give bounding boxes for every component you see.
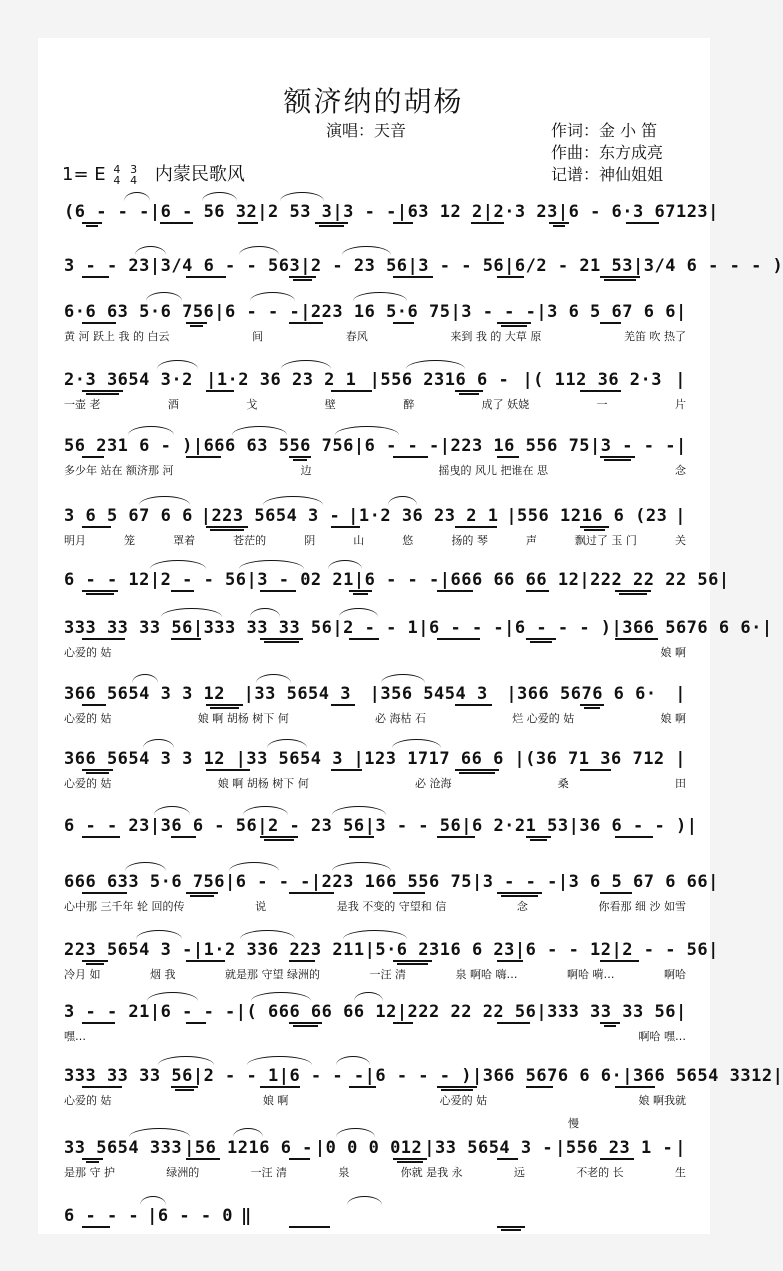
rhythm-underlines [64,1022,686,1024]
measure: | [675,684,686,704]
lyric-fragment: 娘 啊 胡杨 树下 何 [217,777,309,790]
measure: |6 - - - [214,302,301,322]
measure: |3 - - - [590,436,676,456]
measure: |5·6 2316 6 23 [364,940,515,960]
measure: |6 - 56 32 [149,202,258,222]
measure: 6 - - - [64,1206,140,1226]
measure: |3 - 02 21 [246,570,354,590]
lyric-fragment: 必 海枯 石 [375,712,426,725]
lyric-fragment: 娘 啊 胡杨 树下 何 [197,712,289,725]
measure: |6 - - - ) [364,1066,472,1086]
lyric-line [64,396,686,412]
measure: ‖ [241,1206,252,1226]
lyric-fragment: 边 [300,464,312,477]
lyric-fragment: 娘 啊 [660,712,686,725]
lyric-line [64,710,686,726]
lyric-fragment: 必 沧海 [415,777,452,790]
lyric-fragment: 壁 [324,398,336,411]
measure: | [761,618,773,638]
measure: | [718,570,730,590]
measure: 223 5654 3 - [64,940,193,960]
measure: |1·2 36 23 2 1 [206,370,357,390]
measure: |3 - - - [471,872,558,892]
rhythm-underlines [64,1086,686,1088]
measure: |1·2 336 223 211 [192,940,365,960]
rhythm-underlines [64,704,686,706]
lyric-fragment: 阴 [304,534,316,547]
lyric-fragment: 烟 我 [150,968,176,981]
style-note: 内蒙民歌风 [154,164,245,185]
measure: |(36 71 36 712 [514,749,665,769]
measure: |6 - - 0 [147,1206,234,1226]
measure: |6 - - - [418,618,505,638]
notation-line [64,502,686,526]
extra-lyric: 慢 [568,1117,579,1130]
rhythm-underlines [64,892,686,894]
notation-line [64,868,719,892]
measure: |33 5654 3 [243,684,351,704]
measure: |1·2 36 23 2 1 [348,506,499,526]
song-title: 额济纳的胡杨 [283,85,464,118]
measure: 6 - - 12 [64,570,150,590]
lyric-fragment: 声 [525,534,537,547]
lyric-fragment: 田 [675,777,686,790]
measure: |666 63 556 756 [192,436,354,456]
key-signature [62,160,245,186]
measure: (6 - - - [64,202,150,222]
measure: | [675,1138,686,1158]
lyric-fragment: 啊哈 嘿… [638,1030,686,1043]
lyric-fragment: 明月 [64,534,86,547]
lyric-line [64,532,686,548]
lyric-fragment: 成了 妖娆 [481,398,530,411]
lyric-fragment: 心爱的 姑 [64,1094,112,1107]
measure: |2 - 23 56 [257,816,365,836]
measure: | [675,506,686,526]
lyric-fragment: 烂 心爱的 姑 [512,712,575,725]
measure: | [772,1066,783,1086]
measure: 366 5654 3 3 12 [64,684,226,704]
lyric-fragment: 心爱的 姑 [64,777,112,790]
notation-line [64,566,730,590]
lyric-fragment: 你看那 细 沙 如雪 [598,900,686,913]
rhythm-underlines [64,322,686,324]
measure: |6 - - - [149,1002,236,1022]
lyric-fragment: 是那 守 护 [64,1166,115,1179]
measure: 333 33 33 56 [64,1066,193,1086]
measure: |36 6 - - ) [568,816,687,836]
measure: |333 33 33 56 [536,1002,676,1022]
rhythm-underlines [64,960,686,962]
rhythm-underlines [64,390,686,392]
measure: |6 - - - [353,570,440,590]
measure: |2 - - 56 [611,940,709,960]
notation-line [64,198,719,222]
lyric-fragment: 飘过了 玉 门 [574,534,637,547]
measure: |2 - - 1 [192,1066,279,1086]
notation-line [64,432,686,456]
measure: |0 0 0 012 [314,1138,423,1158]
notation-line [64,998,686,1022]
time-signature-1: 4 4 [113,163,121,187]
measure: |6 - - - [278,1066,365,1086]
lyric-line [64,1164,686,1180]
lyric-line [64,775,686,791]
lyric-fragment: 泉 啊哈 嗨… [455,968,518,981]
rhythm-underlines [64,1226,686,1228]
notation-line [64,1134,686,1158]
lyric-fragment: 生 [674,1166,686,1179]
lyric-fragment: 酒 [167,398,179,411]
measure: |333 33 33 56 [192,618,333,638]
rhythm-underlines [64,276,686,278]
measure: |2·3 23 [482,202,558,222]
notation-line [64,936,719,960]
measure: | [708,202,719,222]
lyric-fragment: 春风 [345,330,368,343]
measure: | [708,940,719,960]
measure: |366 5676 6 6· [611,618,762,638]
measure: |3 6 5 67 6 6 [536,302,676,322]
measure: | [675,1002,687,1022]
lyric-fragment: 娘 啊 [660,646,686,659]
lyric-line [64,644,686,660]
rhythm-underlines [64,222,686,224]
lyric-fragment: 远 [513,1166,525,1179]
transcriber-credit: 记谱：神仙姐姐 [551,165,664,184]
lyric-fragment: 悠 [402,534,414,547]
lyric-fragment: 多少年 站在 额济那 河 [64,464,174,477]
measure: |556 2316 6 - [369,370,510,390]
lyric-fragment: 娘 啊我就 [638,1094,686,1107]
lyric-fragment: 你就 是我 永 [400,1166,463,1179]
lyric-fragment: 心中那 三千年 轮 回的传 [64,900,185,913]
measure: |556 1216 6 (23 [506,506,668,526]
lyric-fragment: 笼 [124,534,136,547]
lyric-fragment: 说 [255,900,267,913]
measure: |366 5654 3312 [622,1066,773,1086]
lyric-fragment: 心爱的 姑 [64,646,112,659]
notation-line [64,1062,783,1086]
lyric-fragment: 心爱的 姑 [64,712,112,725]
lyric-fragment: 山 [353,534,365,547]
measure: |56 1216 6 - [184,1138,313,1158]
lyric-fragment: 冷月 如 [64,968,101,981]
measure: |36 6 - 56 [149,816,258,836]
measure: | [675,370,686,390]
measure: 33 5654 333 [64,1138,183,1158]
notation-line [64,252,783,276]
measure: 2·3 3654 3·2 [64,370,193,390]
lyric-fragment: 一 [596,398,608,411]
lyric-fragment: 嘿… [64,1030,86,1043]
notation-line [64,614,773,638]
lyric-line [64,328,686,344]
measure: |6 2·21 53 [461,816,569,836]
lyric-fragment: 黄 河 跃上 我 的 白云 [64,330,170,343]
lyric-line [64,462,686,478]
measure: |3/4 6 - - - ) [633,256,783,276]
notation-line [64,1202,686,1226]
measure: |222 22 22 56 [579,570,719,590]
measure: 366 5654 3 3 12 [64,749,226,769]
measure: |3 - - 56 [407,256,505,276]
measure: 6 - - 23 [64,816,150,836]
measure: |222 22 22 56 [396,1002,537,1022]
measure: |63 12 2 [396,202,483,222]
lyric-fragment: 心爱的 姑 [439,1094,488,1107]
lyric-fragment: 不老的 长 [576,1166,624,1179]
measure: |33 5654 3 [235,749,343,769]
lyric-line [64,898,686,914]
notation-line [64,298,686,322]
measure: |3 - - 56 [364,816,462,836]
lyric-fragment: 一壶 老 [64,398,101,411]
measure: |123 1717 66 6 [353,749,504,769]
lyric-fragment: 啊哈 嗬… [567,968,615,981]
measure: |223 5654 3 - [200,506,341,526]
measure: |( 112 36 2·3 [522,370,662,390]
measure: |6 - - 12 [514,940,612,960]
notation-line [64,366,686,390]
rhythm-underlines [64,456,686,458]
measure: |666 66 66 12 [439,570,580,590]
measure: 333 33 33 56 [64,618,193,638]
measure: 6·6 63 5·6 756 [64,302,215,322]
measure: |2 - - 56 [149,570,247,590]
measure: |2 - - 1 [332,618,419,638]
key-label: 1= E [62,164,106,185]
lyric-fragment: 泉 [338,1166,350,1179]
lyric-fragment: 醉 [403,398,415,411]
measure: | [708,872,719,892]
measure: |6 - - - [225,872,311,892]
measure: | [686,816,698,836]
lyric-fragment: 羌笛 吹 热了 [623,330,686,343]
lyric-fragment: 是我 不变的 守望和 信 [336,900,447,913]
lyric-fragment: 罩着 [173,534,196,547]
rhythm-underlines [64,769,686,771]
lyric-fragment: 念 [516,900,528,913]
lyric-fragment: 片 [674,398,686,411]
measure: |366 5676 6 6· [471,1066,623,1086]
lyric-fragment: 绿洲的 [166,1166,200,1179]
measure: |3 6 5 67 6 66 [557,872,709,892]
measure: 3 - - 23 [64,256,150,276]
measure: |2 - 23 56 [300,256,408,276]
lyric-fragment: 苍茫的 [233,534,267,547]
measure: |223 16 556 75 [439,436,591,456]
measure: |6 - - - ) [504,618,612,638]
measure: |3/4 6 - - 563 [149,256,301,276]
lyric-fragment: 关 [674,534,686,547]
lyric-line [64,1028,686,1044]
measure: |223 166 556 75 [310,872,472,892]
lyric-fragment: 一汪 清 [369,968,406,981]
lyric-fragment: 戈 [246,398,258,411]
measure: | [675,302,687,322]
lyric-fragment: 来到 我 的 大草 原 [450,330,542,343]
lyric-fragment: 间 [252,330,264,343]
measure: |223 16 5·6 75 [300,302,451,322]
lyric-fragment: 娘 啊 [262,1094,289,1107]
lyric-fragment: 桑 [557,777,569,790]
lyric-fragment: 念 [675,464,686,477]
measure: |366 5676 6 6· [506,684,657,704]
lyric-line [64,1092,686,1108]
measure: |3 - - [332,202,397,222]
measure: | [675,436,687,456]
measure: |6/2 - 21 53 [504,256,633,276]
lyricist-credit: 作词：金 小 笛 [551,121,658,140]
singer-credit: 演唱：天音 [326,121,407,140]
measure: |33 5654 3 - [424,1138,554,1158]
notation-line [64,745,686,769]
measure: |3 - - - [450,302,537,322]
measure: 3 - - 21 [64,1002,150,1022]
measure: 3 6 5 67 6 6 [64,506,193,526]
lyric-fragment: 摇曳的 风儿 把谁在 思 [438,464,548,477]
rhythm-underlines [64,836,686,838]
rhythm-underlines [64,526,686,528]
rhythm-underlines [64,1158,686,1160]
measure: 666 633 5·6 756 [64,872,226,892]
lyric-line [64,966,686,982]
measure: 56 231 6 - ) [64,436,193,456]
time-signature-2: 3 4 [130,163,138,187]
rhythm-underlines [64,590,686,592]
lyric-fragment: 啊哈 [664,968,686,981]
measure: | [675,749,686,769]
notation-line [64,812,698,836]
lyric-fragment: 一汪 清 [250,1166,288,1179]
lyric-fragment: 就是那 守望 绿洲的 [225,968,320,981]
measure: |6 - - - [353,436,440,456]
rhythm-underlines [64,638,686,640]
notation-line [64,680,686,704]
composer-credit: 作曲：东方成亮 [551,143,664,162]
measure: |( 666 66 66 12 [235,1002,397,1022]
lyric-fragment: 扬的 琴 [451,534,488,547]
measure: |356 5454 3 [369,684,488,704]
measure: |556 23 1 - [555,1138,674,1158]
measure: |6 - 6·3 67123 [557,202,709,222]
measure: |2 53 3 [257,202,333,222]
